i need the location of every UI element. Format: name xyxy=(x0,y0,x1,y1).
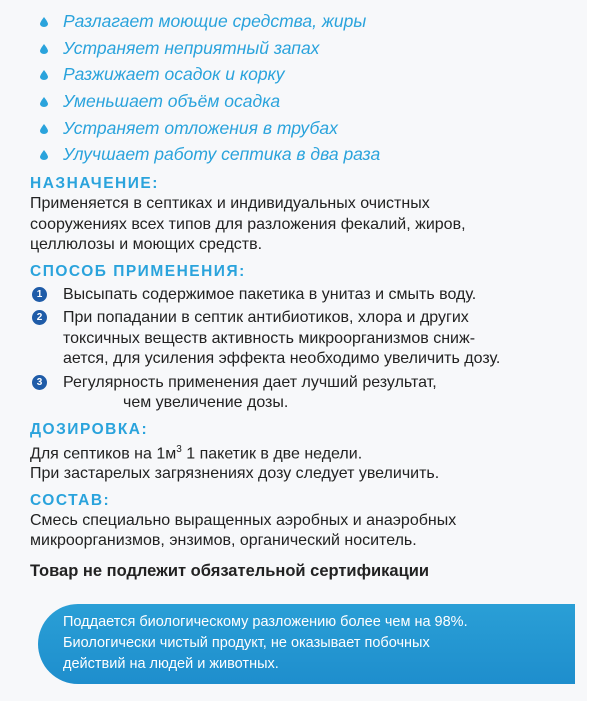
step-line: Высыпать содержимое пакетика в унитаз и смыть воду. xyxy=(63,285,477,303)
step-line: Регулярность применения дает лучший результат, xyxy=(63,373,437,391)
purpose-line: сооружениях всех типов для разложения фекалий, жиров, xyxy=(30,215,466,233)
dosage-text: 1 пакетик в две недели. xyxy=(181,444,363,462)
composition-line: микроорганизмов, энзимов, органический носитель. xyxy=(30,532,417,550)
edge-strip xyxy=(587,0,595,701)
drop-icon xyxy=(40,70,48,80)
benefit-item xyxy=(30,8,580,35)
dosage-line xyxy=(30,440,580,465)
step-line: При попадании в септик антибиотиков, хлора и других xyxy=(63,309,469,327)
usage-step xyxy=(30,285,580,306)
benefit-item xyxy=(30,141,580,168)
label-content xyxy=(30,8,580,581)
benefit-item xyxy=(30,61,580,88)
dosage-title: ДОЗИРОВКА: xyxy=(30,420,149,438)
benefits-list xyxy=(30,8,580,168)
drop-icon xyxy=(40,97,48,107)
purpose-line: Применяется в септиках и индивидуальных очистных xyxy=(30,195,430,213)
dosage-text: Для септиков на 1м xyxy=(30,444,177,462)
benefit-item xyxy=(30,35,580,62)
eco-banner xyxy=(38,604,575,684)
certification-note: Товар не подлежит обязательной сертификации xyxy=(30,561,430,580)
banner-line: Биологически чистый продукт, не оказывает побочных xyxy=(63,635,430,651)
benefit-item xyxy=(30,115,580,142)
purpose-line: целлюлозы и моющих средств. xyxy=(30,236,263,254)
step-number-badge: 3 xyxy=(32,375,47,390)
banner-line: действий на людей и животных. xyxy=(63,656,279,672)
drop-icon xyxy=(40,124,48,134)
benefit-text: Устраняет отложения в трубах xyxy=(63,117,338,138)
drop-icon xyxy=(40,44,48,54)
dosage-superscript: 3 xyxy=(176,443,182,455)
step-line: токсичных веществ активность микроорганизмов сниж- xyxy=(63,329,476,347)
drop-icon xyxy=(40,150,48,160)
composition-title: СОСТАВ: xyxy=(30,491,111,509)
composition-line: Смесь специально выращенных аэробных и анаэробных xyxy=(30,511,457,529)
banner-line: Поддается биологическому разложению более чем на 98%. xyxy=(63,614,468,630)
step-line: ается, для усиления эффекта необходимо увеличить дозу. xyxy=(63,350,501,368)
benefit-text: Разжижает осадок и корку xyxy=(63,64,285,85)
usage-title: СПОСОБ ПРИМЕНЕНИЯ: xyxy=(30,262,246,280)
step-line: чем увеличение дозы. xyxy=(123,394,289,412)
banner-text xyxy=(63,612,468,675)
drop-icon xyxy=(40,17,48,27)
step-number-badge: 2 xyxy=(32,310,47,325)
benefit-text: Устраняет неприятный запах xyxy=(63,37,320,58)
usage-step xyxy=(30,373,580,414)
benefit-text: Уменьшает объём осадка xyxy=(63,91,281,112)
benefit-text: Улучшает работу септика в два раза xyxy=(63,144,381,165)
usage-step xyxy=(30,308,580,370)
benefit-item xyxy=(30,88,580,115)
benefit-text: Разлагает моющие средства, жиры xyxy=(63,11,367,31)
step-number-badge: 1 xyxy=(32,287,47,302)
dosage-line: При застарелых загрязнениях дозу следует увеличить. xyxy=(30,465,440,483)
purpose-title: НАЗНАЧЕНИЕ: xyxy=(30,175,159,193)
